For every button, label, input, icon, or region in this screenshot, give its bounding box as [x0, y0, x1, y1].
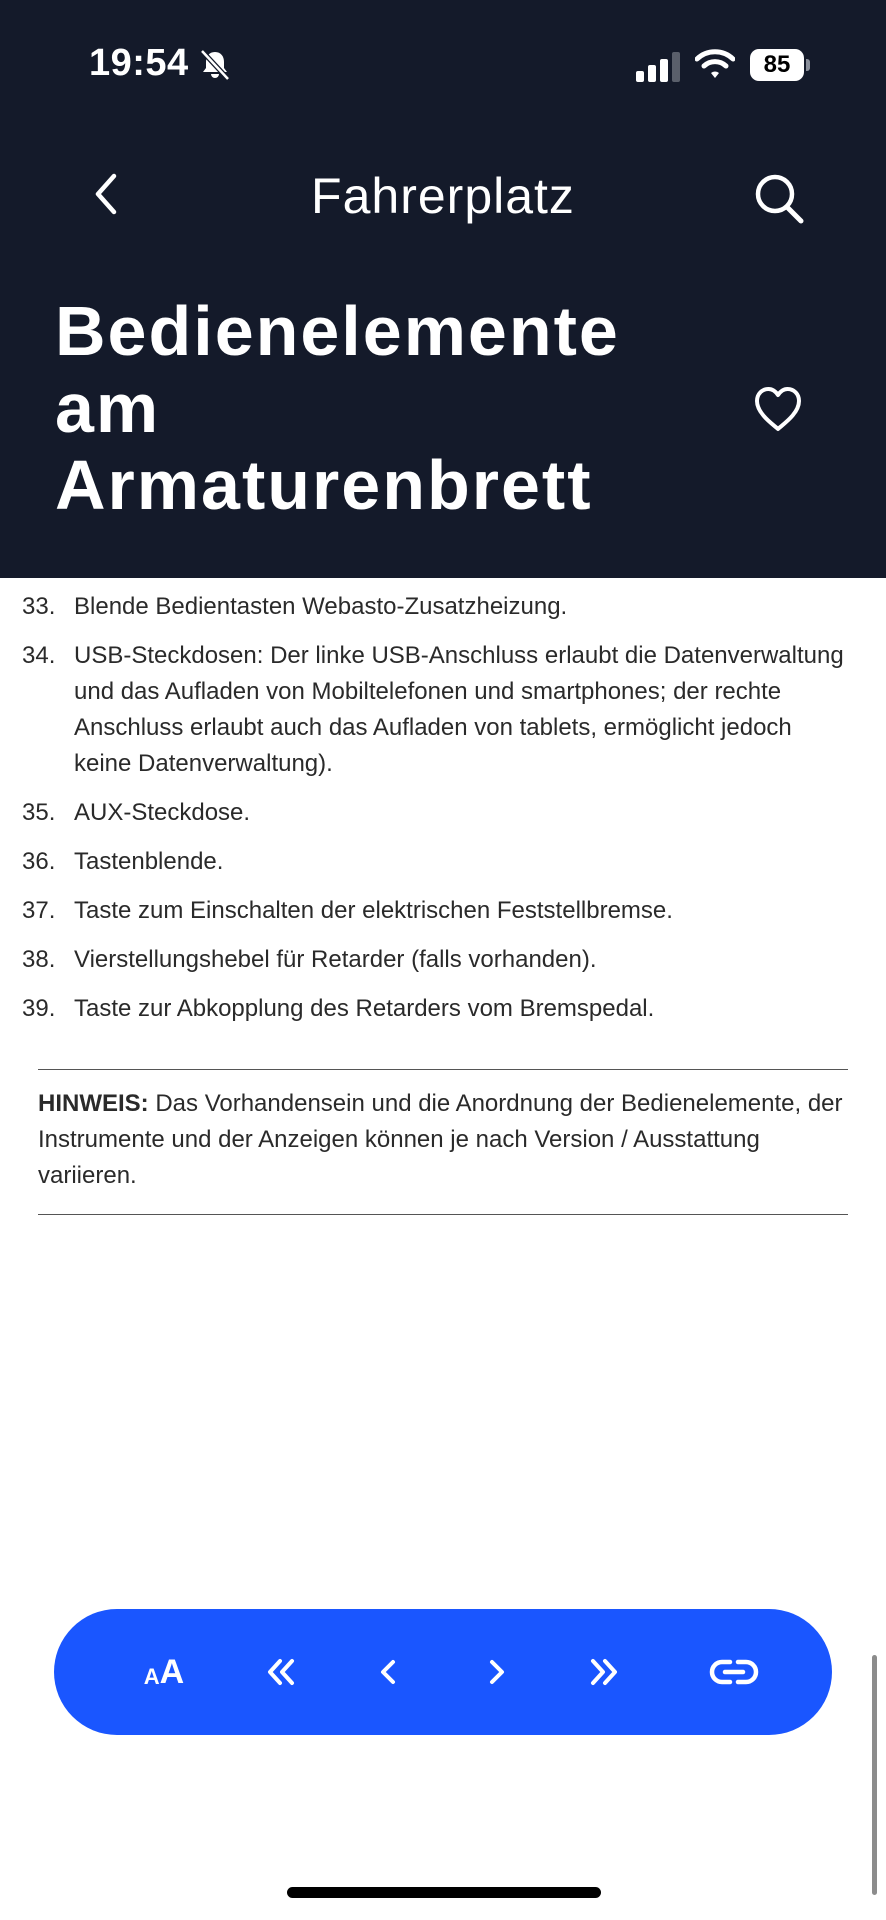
item-text: Taste zur Abkopplung des Retarders vom Bremspedal.: [74, 995, 655, 1022]
wifi-icon: [695, 48, 735, 80]
font-size-big-glyph: A: [159, 1652, 185, 1691]
list-item: [0, 589, 886, 625]
link-icon: [709, 1657, 759, 1687]
font-size-small-glyph: A: [143, 1664, 160, 1689]
item-number: 35.: [22, 799, 56, 826]
double-chevron-left-icon: [264, 1655, 298, 1689]
battery-cap: [806, 59, 810, 71]
reader-toolbar: [54, 1609, 832, 1735]
nav-title: Fahrerplatz: [311, 168, 575, 224]
item-text: AUX-Steckdose.: [74, 799, 251, 826]
battery-icon: [750, 49, 812, 81]
previous-page-button[interactable]: [349, 1609, 429, 1735]
list-item: [0, 844, 886, 880]
copy-link-button[interactable]: [694, 1609, 774, 1735]
item-text: USB-Steckdosen: Der linke USB-Anschluss erlaubt die Datenverwaltung und das Aufladen von Mobiltelefonen und smartphones; der rechte Anschluss erlaubt auch das Aufladen von tablets, ermöglicht jedoch keine Datenverwaltung).: [74, 642, 844, 777]
note-label: HINWEIS:: [38, 1090, 149, 1117]
double-chevron-right-icon: [587, 1655, 621, 1689]
item-number: 34.: [22, 642, 56, 669]
list-item: [0, 991, 886, 1027]
font-size-button[interactable]: [124, 1609, 204, 1735]
item-number: 39.: [22, 995, 56, 1022]
list-item: [0, 893, 886, 929]
item-text: Taste zum Einschalten der elektrischen Feststellbremse.: [74, 897, 673, 924]
item-number: 33.: [22, 593, 56, 620]
document-content: [0, 540, 886, 1215]
chevron-right-icon: [479, 1655, 513, 1689]
page-title: Bedienelemente am Armaturenbrett: [55, 292, 620, 524]
header: [0, 0, 886, 578]
home-indicator: [287, 1887, 601, 1898]
list-item: [0, 795, 886, 831]
chevron-left-icon: [372, 1655, 406, 1689]
item-number: 38.: [22, 946, 56, 973]
item-list: [0, 540, 886, 1027]
list-item: [0, 638, 886, 782]
item-text: Blende Bedientasten Webasto-Zusatzheizung.: [74, 593, 568, 620]
heart-icon[interactable]: [752, 384, 804, 436]
item-text: Vierstellungshebel für Retarder (falls vorhanden).: [74, 946, 597, 973]
item-text: Tastenblende.: [74, 848, 224, 875]
bell-slash-icon: [198, 48, 232, 82]
first-page-button[interactable]: [241, 1609, 321, 1735]
status-time: 19:54: [89, 42, 189, 84]
note-box: [38, 1069, 848, 1215]
battery-level: 85: [750, 49, 804, 81]
signal-icon: [636, 52, 682, 82]
list-item: [0, 942, 886, 978]
next-page-button[interactable]: [456, 1609, 536, 1735]
scrollbar[interactable]: [872, 1655, 877, 1895]
search-icon[interactable]: [750, 170, 810, 230]
chevron-left-icon[interactable]: [84, 170, 134, 220]
last-page-button[interactable]: [564, 1609, 644, 1735]
item-number: 37.: [22, 897, 56, 924]
note-text: Das Vorhandensein und die Anordnung der Bedienelemente, der Instrumente und der Anzeigen können je nach Version / Ausstattung variieren.: [38, 1090, 843, 1189]
item-number: 36.: [22, 848, 56, 875]
